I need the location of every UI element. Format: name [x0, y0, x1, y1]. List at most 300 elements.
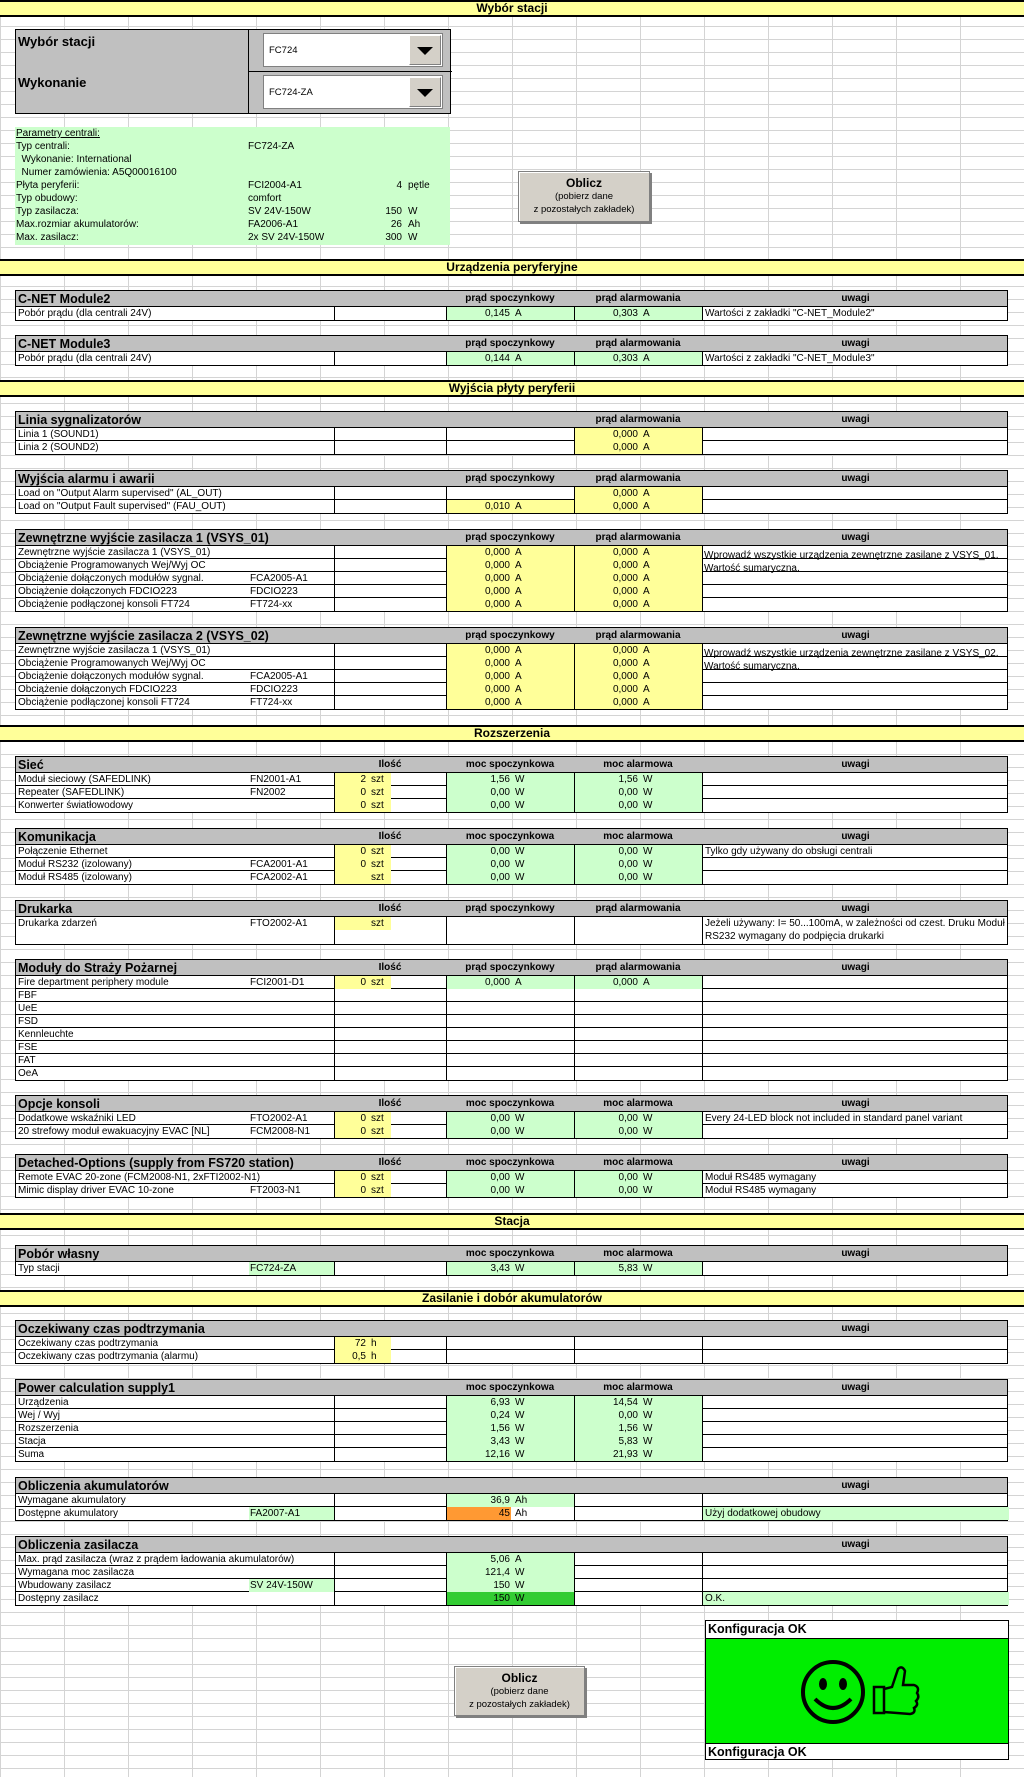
- chevron-down-icon[interactable]: [409, 77, 441, 107]
- table-row: [16, 487, 1007, 500]
- row-note: [702, 786, 1009, 799]
- unit: W: [515, 1593, 525, 1604]
- unit: A: [643, 429, 650, 440]
- row-label: OeA: [18, 1068, 39, 1079]
- row-label: Max. prąd zasilacza (wraz z prądem ładowania akumulatorów): [18, 1554, 295, 1565]
- smiley-icon: [706, 1639, 1008, 1745]
- rest-value-cell: [446, 572, 574, 585]
- col-alarm-current: prąd alarmowania: [595, 532, 681, 543]
- param-number: 26: [390, 219, 402, 230]
- alarm-value: 0,000: [612, 547, 638, 558]
- unit: A: [643, 560, 650, 571]
- table-row: [16, 683, 1007, 696]
- unit: W: [515, 1580, 525, 1591]
- param-label: Typ centrali:: [16, 141, 70, 152]
- unit: W: [515, 846, 525, 857]
- calc-button-title: Oblicz: [565, 176, 602, 190]
- unit: szt: [371, 977, 384, 988]
- unit: szt: [371, 787, 384, 798]
- rest-value-cell: [446, 858, 574, 871]
- rest-value: 0,000: [484, 573, 510, 584]
- row-label: Pobór prądu (dla centrali 24V): [18, 308, 152, 319]
- unit: A: [515, 308, 522, 319]
- row-note: Użyj dodatkowej obudowy: [702, 1507, 1009, 1520]
- cnet3-table: [15, 335, 1008, 366]
- battery-title: Obliczenia akumulatorów: [18, 1479, 169, 1493]
- rest-value: 0,010: [484, 501, 510, 512]
- unit: szt: [371, 800, 384, 811]
- alarm-value: 0,00: [618, 1126, 638, 1137]
- table-row: [16, 441, 1007, 454]
- unit: W: [643, 846, 653, 857]
- console-table: [15, 1095, 1008, 1139]
- row-note: [702, 858, 1009, 871]
- chevron-down-icon[interactable]: [409, 35, 441, 65]
- psu-calc-table: [15, 1379, 1008, 1462]
- alarm-value-cell: [574, 559, 702, 572]
- unit: A: [515, 560, 522, 571]
- rest-value: 12,16: [484, 1449, 510, 1460]
- variant-dropdown[interactable]: [263, 75, 443, 109]
- row-label: Mimic display driver EVAC 10-zone: [18, 1185, 174, 1196]
- unit: szt: [371, 846, 384, 857]
- qty-value[interactable]: 0: [360, 787, 366, 798]
- rest-value-cell: [446, 1422, 574, 1435]
- qty-cell: [334, 1112, 446, 1125]
- col-rest-current: prąd spoczynkowy: [465, 962, 555, 973]
- unit: W: [643, 872, 653, 883]
- rest-value: 0,00: [490, 800, 510, 811]
- col-notes: uwagi: [841, 831, 870, 842]
- col-rest-power: moc spoczynkowa: [465, 1157, 555, 1168]
- rest-value: 0,00: [490, 1172, 510, 1183]
- rest-value-cell: [446, 683, 574, 696]
- unit: W: [643, 774, 653, 785]
- col-notes: uwagi: [841, 338, 870, 349]
- rest-value-cell: [446, 585, 574, 598]
- row-label: Linia 2 (SOUND2): [18, 442, 99, 453]
- row-note: Tylko gdy używany do obsługi centrali: [702, 845, 1009, 858]
- row-label: FAT: [18, 1055, 36, 1066]
- rest-value-cell: [446, 1125, 574, 1138]
- qty-value[interactable]: 0: [360, 1113, 366, 1124]
- row-label: Repeater (SAFEDLINK): [18, 787, 125, 798]
- alarm-value: 0,000: [612, 977, 638, 988]
- unit: A: [515, 501, 522, 512]
- table-row: [16, 773, 1007, 786]
- vsys2-note: Wprowadź wszystkie urządzenia zewnętrzne zasilane z VSYS_02. Wartość sumaryczna.: [704, 648, 999, 672]
- rest-value: 0,000: [484, 547, 510, 558]
- col-alarm-current: prąd alarmowania: [595, 338, 681, 349]
- holdtime-table: [15, 1320, 1008, 1364]
- col-notes: uwagi: [841, 1480, 870, 1491]
- alarm-value-cell: [574, 500, 702, 513]
- rest-value: 0,144: [484, 353, 510, 364]
- unit: A: [643, 645, 650, 656]
- rest-value-cell: [446, 1396, 574, 1409]
- table-row: [16, 1507, 1007, 1520]
- unit: A: [515, 599, 522, 610]
- qty-value[interactable]: 0: [360, 1185, 366, 1196]
- unit: W: [643, 787, 653, 798]
- col-alarm-power: moc alarmowa: [603, 831, 673, 842]
- psu-value-cell: [446, 1579, 574, 1592]
- unit: A: [515, 353, 522, 364]
- unit: W: [643, 1449, 653, 1460]
- col-notes: uwagi: [841, 414, 870, 425]
- row-label: Obciążenie dołączonych FDCIO223: [18, 586, 177, 597]
- param-label: Max. zasilacz:: [16, 232, 79, 243]
- printer-title: Drukarka: [18, 902, 73, 916]
- unit: A: [643, 547, 650, 558]
- unit: A: [643, 353, 650, 364]
- qty-value[interactable]: 2: [360, 774, 366, 785]
- table-row: [16, 1125, 1007, 1138]
- unit: A: [515, 1554, 522, 1565]
- sounders-title: Linia sygnalizatorów: [18, 413, 141, 427]
- available-battery-value: 45: [498, 1508, 510, 1519]
- table-row: [16, 989, 1007, 1002]
- printer-table: [15, 900, 1008, 945]
- col-notes: uwagi: [841, 1248, 870, 1259]
- col-alarm-current: prąd alarmowania: [595, 293, 681, 304]
- unit: A: [515, 977, 522, 988]
- row-label: Obciążenie dołączonych FDCIO223: [18, 684, 177, 695]
- unit: W: [515, 774, 525, 785]
- unit: A: [643, 658, 650, 669]
- fire-table: [15, 959, 1008, 1081]
- row-label: Obciążenie Programowanych Wej/Wyj OC: [18, 658, 206, 669]
- row-label: Obciążenie dołączonych modułów sygnal.: [18, 671, 204, 682]
- unit: W: [515, 1410, 525, 1421]
- col-notes: uwagi: [841, 630, 870, 641]
- station-dropdown[interactable]: [263, 33, 443, 67]
- col-rest-current: prąd spoczynkowy: [465, 630, 555, 641]
- alarm-value-cell: [574, 1184, 702, 1197]
- table-row: [16, 307, 1007, 320]
- table-row: [16, 1553, 1007, 1566]
- alarm-value: 21,93: [612, 1449, 638, 1460]
- unit: W: [515, 1172, 525, 1183]
- rest-value-cell: [446, 546, 574, 559]
- alarm-value-cell: [574, 670, 702, 683]
- col-alarm-power: moc alarmowa: [603, 1248, 673, 1259]
- row-label: Oczekiwany czas podtrzymania (alarmu): [18, 1351, 199, 1362]
- row-code: FCM2008-N1: [250, 1126, 311, 1137]
- unit: A: [643, 573, 650, 584]
- col-alarm-power: moc alarmowa: [603, 1157, 673, 1168]
- alarm-value: 0,000: [612, 684, 638, 695]
- alarm-value-cell: [574, 786, 702, 799]
- rest-value: 6,93: [490, 1397, 510, 1408]
- unit: W: [515, 1185, 525, 1196]
- row-label: Oczekiwany czas podtrzymania: [18, 1338, 159, 1349]
- param-number: [345, 153, 402, 166]
- row-label: Load on "Output Alarm supervised" (AL_OUT): [18, 488, 222, 499]
- network-title: Sieć: [18, 758, 44, 772]
- row-code: FCA2005-A1: [250, 671, 308, 682]
- row-note: [702, 1579, 1009, 1592]
- alarm-value-cell: [574, 1448, 702, 1461]
- alarm-value-cell: [574, 572, 702, 585]
- unit: W: [515, 1567, 525, 1578]
- alarm-value-cell: [574, 773, 702, 786]
- row-code: FDCIO223: [250, 586, 298, 597]
- row-note: Jeżeli używany: I= 50...100mA, w zależności od czest. Druku Moduł RS232 wymagany do podpięcia drukarki: [702, 917, 1009, 944]
- table-row: [16, 1448, 1007, 1461]
- calc-button-title: Oblicz: [501, 1671, 538, 1685]
- rest-value: 0,24: [490, 1410, 510, 1421]
- col-notes: uwagi: [841, 473, 870, 484]
- rest-value-cell: [446, 786, 574, 799]
- row-label: Moduł RS232 (izolowany): [18, 859, 132, 870]
- table-row: [16, 1028, 1007, 1041]
- rest-value-cell: [446, 696, 574, 709]
- row-note: [702, 799, 1009, 812]
- psu-value: 5,06: [490, 1554, 510, 1565]
- param-number: [345, 140, 402, 153]
- rest-value: 1,56: [490, 1423, 510, 1434]
- unit: szt: [371, 859, 384, 870]
- table-row: [16, 1350, 1007, 1363]
- col-alarm-current: prąd alarmowania: [595, 962, 681, 973]
- alarm-value-cell: [574, 696, 702, 709]
- param-unit: Ah: [408, 219, 421, 230]
- qty-value[interactable]: 0: [360, 800, 366, 811]
- unit: szt: [371, 1185, 384, 1196]
- col-alarm-current: prąd alarmowania: [595, 630, 681, 641]
- row-note: [702, 1566, 1009, 1579]
- row-label: UeE: [18, 1003, 38, 1014]
- calc-button-sub2: z pozostałych zakładek): [533, 204, 635, 215]
- unit: W: [643, 1423, 653, 1434]
- alarm-value: 1,56: [618, 774, 638, 785]
- rest-value: 3,43: [490, 1263, 510, 1274]
- row-code: FA2007-A1: [249, 1507, 334, 1520]
- row-note: Moduł RS485 wymagany: [702, 1171, 1009, 1184]
- table-row: [16, 598, 1007, 611]
- hold-value[interactable]: 0,5: [352, 1351, 366, 1362]
- row-label: Obciążenie podłączonej konsoli FT724: [18, 599, 190, 610]
- unit: W: [643, 859, 653, 870]
- rest-value-cell: [446, 1184, 574, 1197]
- alarm-value-cell: [574, 1171, 702, 1184]
- rest-value: 0,00: [490, 1185, 510, 1196]
- unit: W: [515, 787, 525, 798]
- rest-value-cell: [446, 657, 574, 670]
- unit: A: [643, 684, 650, 695]
- row-label: Kennleuchte: [18, 1029, 74, 1040]
- alarm-value-cell: [574, 657, 702, 670]
- alarm-value-cell: [574, 845, 702, 858]
- rest-value: 1,56: [490, 774, 510, 785]
- row-label: Moduł sieciowy (SAFEDLINK): [18, 774, 151, 785]
- row-label: 20 strefowy moduł ewakuacyjny EVAC [NL]: [18, 1126, 210, 1137]
- alarm-value-cell: [574, 799, 702, 812]
- rest-value: 0,000: [484, 560, 510, 571]
- param-value: 2x SV 24V-150W: [248, 232, 325, 243]
- unit: W: [643, 1436, 653, 1447]
- section-station-select: Wybór stacji: [0, 0, 1024, 17]
- row-code: FCI2001-D1: [250, 977, 305, 988]
- alarm-value: 0,000: [612, 671, 638, 682]
- row-note: [702, 773, 1009, 786]
- row-label: Dodatkowe wskaźniki LED: [18, 1113, 136, 1124]
- qty-cell: [334, 1125, 446, 1138]
- param-label: Typ obudowy:: [16, 193, 78, 204]
- alarm-value-cell: [574, 1409, 702, 1422]
- row-label: Pobór prądu (dla centrali 24V): [18, 353, 152, 364]
- section-board-outputs: Wyjścia płyty peryferii: [0, 380, 1024, 397]
- qty-input[interactable]: 0: [360, 977, 366, 988]
- rest-value-cell: [446, 598, 574, 611]
- table-row: [16, 1184, 1007, 1197]
- unit: A: [643, 599, 650, 610]
- unit: Ah: [515, 1495, 528, 1506]
- table-row: [16, 500, 1007, 513]
- vsys2-title: Zewnętrzne wyjście zasilacza 2 (VSYS_02): [18, 629, 269, 643]
- section-power: Zasilanie i dobór akumulatorów: [0, 1290, 1024, 1307]
- param-number: [345, 166, 402, 179]
- param-value: comfort: [248, 193, 282, 204]
- rest-value: 0,000: [484, 977, 510, 988]
- unit: szt: [371, 774, 384, 785]
- row-note: Every 24-LED block not included in standard panel variant: [702, 1112, 1009, 1125]
- unit: W: [643, 1263, 653, 1274]
- unit: W: [515, 872, 525, 883]
- rest-value-cell: [446, 871, 574, 884]
- row-label: Konwerter światłowodowy: [18, 800, 134, 811]
- vsys2-table: [15, 627, 1008, 710]
- hold-value[interactable]: 72: [354, 1338, 366, 1349]
- alarm-value-cell: [574, 487, 702, 500]
- rest-value: 0,000: [484, 599, 510, 610]
- table-row: [16, 696, 1007, 709]
- row-label: Wymagana moc zasilacza: [18, 1567, 135, 1578]
- table-row: [16, 1435, 1007, 1448]
- row-label: FBF: [18, 990, 37, 1001]
- holdtime-title: Oczekiwany czas podtrzymania: [18, 1322, 205, 1336]
- col-qty: Ilość: [378, 831, 402, 842]
- unit: A: [515, 697, 522, 708]
- alarm-value-cell: [574, 585, 702, 598]
- qty-value[interactable]: 0: [360, 1126, 366, 1137]
- unit: W: [515, 1113, 525, 1124]
- alarm-value-cell: [574, 1112, 702, 1125]
- row-note: O.K.: [702, 1592, 1009, 1605]
- psu-value-cell: [446, 1566, 574, 1579]
- rest-value-cell: [446, 799, 574, 812]
- param-number: 150: [385, 206, 402, 217]
- col-notes: uwagi: [841, 1539, 870, 1550]
- row-label: Stacja: [18, 1436, 46, 1447]
- alarm-value: 0,00: [618, 1410, 638, 1421]
- unit: A: [515, 658, 522, 669]
- col-rest-power: moc spoczynkowa: [465, 1098, 555, 1109]
- param-unit: pętle: [408, 180, 430, 191]
- table-row: [16, 1054, 1007, 1067]
- rest-value-cell: [446, 1112, 574, 1125]
- alarm-value: 0,00: [618, 872, 638, 883]
- battery-table: [15, 1477, 1008, 1521]
- calculate-button-top[interactable]: [518, 171, 650, 222]
- unit: W: [515, 800, 525, 811]
- param-label: Płyta peryferii:: [16, 180, 80, 191]
- rest-value: 0,000: [484, 645, 510, 656]
- row-label: Moduł RS485 (izolowany): [18, 872, 132, 883]
- table-row: [16, 1422, 1007, 1435]
- alarm-value: 0,000: [612, 599, 638, 610]
- unit: W: [515, 1449, 525, 1460]
- table-row: [16, 1566, 1007, 1579]
- unit: W: [515, 859, 525, 870]
- psu-table: [15, 1536, 1008, 1606]
- row-code: FCA2005-A1: [250, 573, 308, 584]
- alarm-value-cell: [574, 428, 702, 441]
- station-dropdown-value: FC724: [269, 45, 298, 56]
- table-row: [16, 1171, 1007, 1184]
- psu-calc-title: Power calculation supply1: [18, 1381, 175, 1395]
- row-label: Remote EVAC 20-zone (FCM2008-N1, 2xFTI2002-N1): [18, 1172, 261, 1183]
- col-qty: Ilość: [378, 1098, 402, 1109]
- params-title: Parametry centrali:: [16, 128, 100, 139]
- vsys1-table: [15, 529, 1008, 612]
- col-rest-current: prąd spoczynkowy: [465, 338, 555, 349]
- row-code: FDCIO223: [250, 684, 298, 695]
- station-parameters: [15, 127, 450, 245]
- section-station: Stacja: [0, 1213, 1024, 1230]
- qty-value[interactable]: 0: [360, 846, 366, 857]
- rest-value: 0,00: [490, 1113, 510, 1124]
- calculate-button-bottom[interactable]: [454, 1666, 585, 1716]
- rest-value: 0,00: [490, 859, 510, 870]
- status-ok-panel: [706, 1638, 1008, 1744]
- table-row: [16, 858, 1007, 871]
- table-row: [16, 1262, 1007, 1275]
- unit: W: [515, 1397, 525, 1408]
- row-code: FT2003-N1: [250, 1185, 301, 1196]
- unit: szt: [371, 1113, 384, 1124]
- own-title: Pobór własny: [18, 1247, 100, 1261]
- row-label: Load on "Output Fault supervised" (FAU_OUT): [18, 501, 226, 512]
- row-label: Urządzenia: [18, 1397, 69, 1408]
- row-label: Obciążenie dołączonych modułów sygnal.: [18, 573, 204, 584]
- alarm-value: 0,00: [618, 1113, 638, 1124]
- row-code: FN2001-A1: [250, 774, 302, 785]
- col-notes: uwagi: [841, 1157, 870, 1168]
- col-notes: uwagi: [841, 1098, 870, 1109]
- alarm-value-cell: [574, 1125, 702, 1138]
- qty-value[interactable]: 0: [360, 1172, 366, 1183]
- fire-title: Moduły do Straży Pożarnej: [18, 961, 178, 975]
- rest-value: 0,000: [484, 671, 510, 682]
- row-label: Dostępny zasilacz: [18, 1593, 99, 1604]
- row-note: Wartości z zakładki "C-NET_Module3": [702, 352, 1009, 365]
- param-value: FC724-ZA: [248, 141, 295, 152]
- network-table: [15, 756, 1008, 813]
- detached-title: Detached-Options (supply from FS720 station): [18, 1156, 294, 1170]
- param-unit: W: [408, 206, 418, 217]
- unit: A: [643, 308, 650, 319]
- qty-value[interactable]: 0: [360, 859, 366, 870]
- unit: A: [515, 573, 522, 584]
- param-number: 300: [385, 232, 402, 243]
- row-label: Obciążenie Programowanych Wej/Wyj OC: [18, 560, 206, 571]
- row-note: [702, 1553, 1009, 1566]
- unit: W: [515, 1436, 525, 1447]
- psu-value-cell: [446, 1592, 574, 1605]
- unit: W: [643, 800, 653, 811]
